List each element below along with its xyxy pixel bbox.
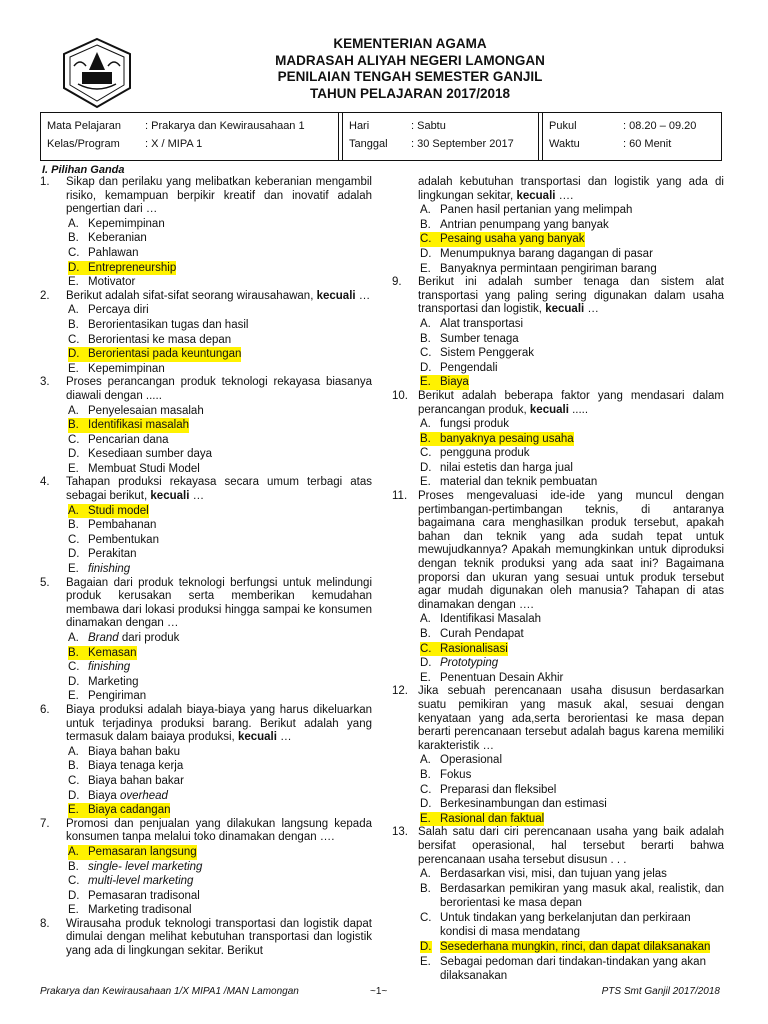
option-a[interactable]: A. fungsi produk — [420, 418, 510, 431]
option-b-answer[interactable]: B. Kemasan — [68, 646, 137, 659]
question-11: 11. Proses mengevaluasi ide-ide yang muncul dengan pertimbangan-pertimbangan teknis, di antaranya bagaimana cara menghasilkan produk tersebut, apakah bahan dan teknik yang ada sudah tepat untuk mewujudkannya? Apakah memungkinkan untuk diproduksi dengan teknik produksi yang ada saat ini? Bagaimana proporsi dan ukuran yang sesuai untuk produk tersebut agar mudah digunakan oleh manusia? Tahapan di atas dinamakan dengan …. A. Identifikasi Masalah B. Curah Pendapat C. Rasionalisasi D. Prototyping E. Penentuan Desain Akhir — [392, 490, 724, 684]
option-c-answer[interactable]: C. Pesaing usaha yang banyak — [420, 233, 585, 246]
option-a[interactable]: A. Berdasarkan visi, misi, dan tujuan yang jelas — [420, 868, 667, 881]
option-a[interactable]: A. Kepemimpinan — [68, 217, 165, 230]
question-text: Sikap dan perilaku yang melibatkan keberanian mengambil risiko, kemampuan berpikir kreatif dan inovatif adalah pengertian dari … — [66, 176, 372, 216]
option-e[interactable]: E. Banyaknya permintaan pengiriman barang — [420, 262, 657, 275]
option-b[interactable]: B. Berorientasikan tugas dan hasil — [68, 318, 249, 331]
pukul-value: : 08.20 – 09.20 — [623, 120, 697, 132]
option-c[interactable]: C. Pembentukan — [68, 533, 159, 546]
option-a[interactable]: A. Alat transportasi — [420, 317, 524, 330]
option-d[interactable]: D. Biaya overhead — [68, 789, 168, 802]
option-c-answer[interactable]: C. Rasionalisasi — [420, 642, 508, 655]
option-b[interactable]: B. Fokus — [420, 768, 472, 781]
option-c[interactable]: C. Biaya bahan bakar — [68, 774, 184, 787]
kelas-label: Kelas/Program — [47, 138, 120, 150]
header-exam: PENILAIAN TENGAH SEMESTER GANJIL — [277, 69, 543, 84]
exam-info-table — [40, 112, 722, 161]
tanggal-label: Tanggal — [349, 138, 388, 150]
option-a[interactable]: A. Operasional — [420, 754, 503, 767]
question-12: 12. Jika sebuah perencanaan usaha disusun berdasarkan suatu pemikiran yang masuk akal, sesuai dengan kenyataan yang ada,serta berorientasi ke masa depan berarti perencanaan tersebut adalah bagus karena memiliki karakteristik … A. Operasional B. Fokus C. Preparasi dan fleksibel D. Berkesinambungan dan estimasi E. Rasional dan faktual — [392, 685, 724, 825]
option-a[interactable]: A. Biaya bahan baku — [68, 745, 181, 758]
option-a-answer[interactable]: A. Pemasaran langsung — [68, 845, 197, 858]
option-b[interactable]: B. Keberanian — [68, 232, 147, 245]
option-e[interactable]: E. Penentuan Desain Akhir — [420, 671, 564, 684]
option-d[interactable]: D. Marketing — [68, 675, 139, 688]
question-8-continued: adalah kebutuhan transportasi dan logistik yang ada di lingkungan sekitar, kecuali …. A. Panen hasil pertanian yang melimpah B. Antrian penumpang yang banyak C. Pesaing usaha yang banyak D. Menumpuknya barang dagangan di pasar E. Banyaknya permintaan pengiriman barang — [392, 176, 724, 276]
question-9: 9. Berikut ini adalah sumber tenaga dan sistem alat transportasi yang paling sering digunakan dalam usaha transportasi dan logistik, kecuali … A. Alat transportasi B. Sumber tenaga C. Sistem Penggerak D. Pengendali E. Biaya — [392, 276, 724, 389]
pukul-label: Pukul — [549, 120, 577, 132]
footer-right: PTS Smt Ganjil 2017/2018 — [601, 986, 720, 997]
option-b-answer[interactable]: B. banyaknya pesaing usaha — [420, 432, 574, 445]
option-c[interactable]: C. Sistem Penggerak — [420, 347, 534, 360]
option-c[interactable]: C. Berorientasi ke masa depan — [68, 333, 232, 346]
hari-label: Hari — [349, 120, 370, 132]
info-cell-subject — [41, 113, 339, 160]
mapel-label: Mata Pelajaran — [47, 120, 121, 132]
question-2: 2. Berikut adalah sifat-sifat seorang wirausahawan, kecuali … A. Percaya diri B. Berorientasikan tugas dan hasil C. Berorientasi ke masa depan D. Berorientasi pada keuntungan E. Kepemimpinan — [40, 289, 371, 375]
option-d[interactable]: D. Prototyping — [420, 657, 499, 670]
option-d[interactable]: D. Berkesinambungan dan estimasi — [420, 798, 607, 811]
footer-page-number: ~1~ — [370, 986, 388, 997]
question-number: 1. — [40, 176, 50, 188]
question-4: 4. Tahapan produksi rekayasa secara umum terbagi atas sebagai berikut, kecuali … A. Studi model B. Pembahanan C. Pembentukan D. Perakitan E. finishing — [40, 476, 372, 576]
option-c[interactable]: C. pengguna produk — [420, 447, 530, 460]
option-b[interactable]: B. Pembahanan — [68, 519, 157, 532]
option-d[interactable]: D. Kesediaan sumber daya — [68, 448, 213, 461]
option-d-answer[interactable]: D. Entrepreneurship — [68, 261, 177, 274]
kemenag-logo-icon — [60, 36, 134, 110]
option-c[interactable]: C. finishing — [68, 661, 131, 674]
question-1 — [40, 176, 372, 290]
option-e[interactable]: E. Motivator — [68, 276, 136, 289]
option-d-answer[interactable]: D. Sesederhana mungkin, rinci, dan dapat dilaksanakan — [420, 941, 711, 954]
option-e-answer[interactable]: E. Biaya cadangan — [68, 804, 171, 817]
info-cell-date — [343, 113, 539, 160]
tanggal-value: : 30 September 2017 — [411, 138, 514, 150]
option-c[interactable]: C. Pahlawan — [68, 246, 139, 259]
mapel-value: : Prakarya dan Kewirausahaan 1 — [145, 120, 305, 132]
option-e[interactable]: E. Membuat Studi Model — [68, 462, 200, 475]
option-e[interactable]: E. material dan teknik pembuatan — [420, 476, 598, 489]
info-cell-time — [543, 113, 721, 160]
footer-left: Prakarya dan Kewirausahaan 1/X MIPA1 /MAN Lamongan — [40, 986, 299, 997]
option-e[interactable]: E. Kepemimpinan — [68, 362, 165, 375]
option-b[interactable]: B. single- level marketing — [68, 860, 203, 873]
option-e[interactable]: E. Marketing tradisonal — [68, 904, 192, 917]
question-3: 3. Proses perancangan produk teknologi rekayasa biasanya diawali dengan ..... A. Penyelesaian masalah B. Identifikasi masalah C. Pencarian dana D. Kesediaan sumber daya E. Membuat Studi Model — [40, 376, 372, 475]
question-10: 10. Berikut adalah beberapa faktor yang mendasari dalam perancangan produk, kecuali ..... A. fungsi produk B. banyaknya pesaing usaha C. pengguna produk D. nilai estetis dan harga jual E. material dan teknik pembuatan — [392, 389, 724, 489]
option-a[interactable]: A. Identifikasi Masalah — [420, 613, 541, 626]
option-e[interactable]: E. finishing — [68, 563, 131, 576]
option-e-answer[interactable]: E. Biaya — [420, 376, 469, 389]
question-7: 7. Promosi dan penjualan yang dilakukan langsung kepada konsumen tanpa melalui toko dinamakan dengan …. A. Pemasaran langsung B. single- level marketing C. multi-level marketing D. Pemasaran tradisonal E. Marketing tradisonal — [40, 817, 372, 917]
option-d-answer[interactable]: D. Berorientasi pada keuntungan — [68, 348, 242, 361]
header-ministry: KEMENTERIAN AGAMA — [333, 36, 487, 51]
waktu-value: : 60 Menit — [623, 138, 672, 150]
option-b[interactable]: B. Antrian penumpang yang banyak — [420, 218, 609, 231]
option-a[interactable]: A. Brand dari produk — [68, 632, 180, 644]
kelas-value: : X / MIPA 1 — [145, 138, 203, 150]
header-school: MADRASAH ALIYAH NEGERI LAMONGAN — [275, 52, 545, 68]
option-c[interactable]: C. Pencarian dana — [68, 433, 169, 446]
option-e[interactable]: E. Sebagai pedoman dari tindakan-tindakan yang akan dilaksanakan — [420, 955, 706, 983]
option-a[interactable]: A. Panen hasil pertanian yang melimpah — [420, 204, 633, 217]
option-e-answer[interactable]: E. Rasional dan faktual — [420, 812, 545, 825]
option-b[interactable]: B. Biaya tenaga kerja — [68, 760, 184, 773]
option-d[interactable]: D. nilai estetis dan harga jual — [420, 461, 573, 474]
hari-value: : Sabtu — [411, 120, 446, 132]
right-column — [392, 176, 724, 984]
question-13: 13. Salah satu dari ciri perencanaan usaha yang baik adalah bersifat operasional, hal tersebut berarti bahwa perencanaan usaha tersebut disusun . . . A. Berdasarkan visi, misi, dan tujuan yang jelas B. Berdasarkan pemikiran yang masuk akal, realistik, dan berorientasi ke masa depan C. Untuk tindakan yang berkelanjutan dan perkiraan kondisi di masa mendatang D. Sesederhana mungkin, rinci, dan dapat dilaksanakan E. Sebagai pedoman dari tindakan-tindakan yang akan dilaksanakan — [392, 826, 724, 983]
option-b[interactable]: B. Curah Pendapat — [420, 628, 524, 640]
exam-header — [150, 36, 670, 102]
option-c[interactable]: C. multi-level marketing — [68, 875, 194, 888]
waktu-label: Waktu — [549, 138, 580, 150]
option-e[interactable]: E. Pengiriman — [68, 690, 147, 703]
option-a[interactable]: A. Percaya diri — [68, 304, 149, 317]
option-d[interactable]: D. Perakitan — [68, 548, 137, 561]
header-year: TAHUN PELAJARAN 2017/2018 — [309, 85, 511, 101]
option-d[interactable]: D. Pemasaran tradisonal — [68, 889, 200, 902]
option-b-answer[interactable]: B. Identifikasi masalah — [68, 419, 189, 432]
option-d[interactable]: D. Menumpuknya barang dagangan di pasar — [420, 247, 653, 260]
option-b[interactable]: B. Sumber tenaga — [420, 332, 519, 345]
left-column — [40, 176, 372, 959]
option-c[interactable]: C. Untuk tindakan yang berkelanjutan dan perkiraan kondisi di masa mendatang — [420, 911, 691, 939]
section-title: I. Pilihan Ganda — [42, 164, 125, 176]
option-a[interactable]: A. Penyelesaian masalah — [68, 404, 204, 417]
option-d[interactable]: D. Pengendali — [420, 361, 498, 374]
option-c[interactable]: C. Preparasi dan fleksibel — [420, 783, 557, 796]
option-a-answer[interactable]: A. Studi model — [68, 504, 149, 517]
question-5: 5. Bagaian dari produk teknologi berfungsi untuk melindungi produk kerusakan serta memberikan kemudahan membawa dari lokasi produksi hingga sampai ke konsumen dinamakan dengan … A. Brand dari produk B. Kemasan C. finishing D. Marketing E. Pengiriman — [40, 576, 372, 703]
question-6: 6. Biaya produksi adalah biaya-biaya yang harus dikeluarkan untuk terjadinya produksi barang. Berikut adalah yang termasuk dalam baiaya produksi, kecuali … A. Biaya bahan baku B. Biaya tenaga kerja C. Biaya bahan bakar D. Biaya overhead E. Biaya cadangan — [40, 703, 372, 817]
option-b[interactable]: B. Berdasarkan pemikiran yang masuk akal, realistik, dan berorientasi ke masa depan — [420, 882, 724, 910]
question-8: 8. Wirausaha produk teknologi transportasi dan logistik dapat dimulai dengan melihat kebutuhan transportasi dan logistik yang ada di lingkungan sekitar. Berikut — [40, 917, 372, 958]
